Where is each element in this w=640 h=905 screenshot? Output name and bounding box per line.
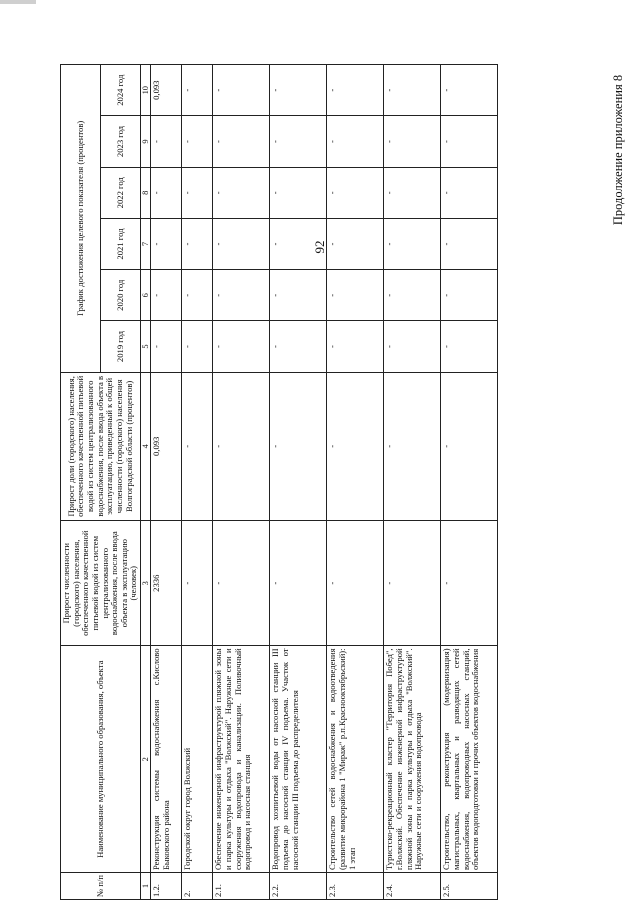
header-year: 2021 год bbox=[101, 218, 141, 269]
row-year-value: - bbox=[441, 270, 498, 321]
row-year-value: - bbox=[182, 270, 213, 321]
row-object-name: Строительство сетей водоснабжения и водоотведения (развитие микрорайона 1 "Мираж" р.п.Краснооктябрьский): 1 этап bbox=[327, 646, 384, 873]
row-year-value: - bbox=[441, 167, 498, 218]
header-year: 2023 год bbox=[101, 116, 141, 167]
row-year-value: - bbox=[384, 167, 441, 218]
row-year-value: - bbox=[327, 270, 384, 321]
row-year-value: - bbox=[441, 116, 498, 167]
column-index: 3 bbox=[141, 521, 151, 646]
header-schedule: График достижения целевого показателя (процентов) bbox=[61, 65, 101, 373]
row-year-value: - bbox=[384, 218, 441, 269]
column-index: 9 bbox=[141, 116, 151, 167]
row-number: 2.5. bbox=[441, 873, 498, 900]
row-year-value: - bbox=[213, 65, 270, 116]
row-share-growth: - bbox=[213, 372, 270, 520]
column-index: 1 bbox=[141, 873, 151, 900]
column-index: 6 bbox=[141, 270, 151, 321]
row-year-value: - bbox=[327, 218, 384, 269]
row-year-value: - bbox=[270, 65, 327, 116]
row-number: 2.4. bbox=[384, 873, 441, 900]
header-year: 2020 год bbox=[101, 270, 141, 321]
row-share-growth: - bbox=[270, 372, 327, 520]
row-number: 2. bbox=[182, 873, 213, 900]
rotated-table-container bbox=[60, 64, 628, 900]
row-year-value: - bbox=[213, 218, 270, 269]
row-year-value: - bbox=[182, 321, 213, 372]
row-number: 2.2. bbox=[270, 873, 327, 900]
target-indicator-table bbox=[60, 64, 498, 900]
row-year-value: - bbox=[384, 270, 441, 321]
row-number: 2.1. bbox=[213, 873, 270, 900]
table-row bbox=[213, 65, 270, 900]
row-object-name: Городской округ город Волжский bbox=[182, 646, 213, 873]
row-object-name: Строительство, реконструкция (модернизация) магистральных, квартальных и разводящих сетей водоснабжения, водопроводных насосных станций, объектов водоподготовки и прочих объектов водоснабжения bbox=[441, 646, 498, 873]
column-index: 8 bbox=[141, 167, 151, 218]
row-year-value: - bbox=[182, 65, 213, 116]
row-year-value: - bbox=[151, 218, 182, 269]
top-edge-mark bbox=[0, 0, 36, 4]
row-year-value: - bbox=[327, 116, 384, 167]
row-year-value: - bbox=[441, 218, 498, 269]
row-year-value: - bbox=[270, 270, 327, 321]
table-row bbox=[270, 65, 327, 900]
row-year-value: - bbox=[441, 321, 498, 372]
header-year: 2024 год bbox=[101, 65, 141, 116]
row-share-growth: - bbox=[327, 372, 384, 520]
header-population-growth: Прирост численности (городского) населения, обеспеченного качественной питьевой водой из систем централизованного водоснабжения, после ввода объекта в эксплуатацию (человек) bbox=[61, 521, 141, 646]
row-share-growth: 0,093 bbox=[151, 372, 182, 520]
row-population-growth: - bbox=[327, 521, 384, 646]
row-population-growth: - bbox=[270, 521, 327, 646]
table-row bbox=[384, 65, 441, 900]
header-no: № п/п bbox=[61, 873, 141, 900]
row-year-value: - bbox=[151, 116, 182, 167]
header-year: 2019 год bbox=[101, 321, 141, 372]
row-year-value: - bbox=[213, 167, 270, 218]
row-number: 1.2. bbox=[151, 873, 182, 900]
row-year-value: - bbox=[151, 270, 182, 321]
row-year-value: - bbox=[384, 116, 441, 167]
row-year-value: - bbox=[182, 116, 213, 167]
row-object-name: Водопровод хозпитьевой воды от насосной станции III подъема до насосной станции IV подъема. Участок от насосной станции III подъема до распределителя bbox=[270, 646, 327, 873]
row-share-growth: - bbox=[441, 372, 498, 520]
row-year-value: 0,093 bbox=[151, 65, 182, 116]
row-year-value: - bbox=[384, 65, 441, 116]
row-object-name: Обеспечение инженерной инфраструктурой пляжной зоны и парка культуры и отдыха "Волжский". Наружные сети и сооружения водопровода и канализации. Поливочный водопровод и насосная станция bbox=[213, 646, 270, 873]
row-year-value: - bbox=[270, 218, 327, 269]
header-name: Наименование муниципального образования, объекта bbox=[61, 646, 141, 873]
row-year-value: - bbox=[327, 321, 384, 372]
row-object-name: Туристско-рекреационный кластер "Территория Побед", г.Волжский. Обеспечение инженерной инфраструктурой пляжной зоны и парка культуры и отдыха "Волжский". Наружные сети и сооружения водопровода bbox=[384, 646, 441, 873]
row-year-value: - bbox=[182, 167, 213, 218]
column-index: 5 bbox=[141, 321, 151, 372]
page-number: 92 bbox=[312, 240, 327, 254]
row-population-growth: - bbox=[441, 521, 498, 646]
header-share-growth: Прирост доли (городского) населения, обеспеченного качественной питьевой водой из систем централизованного водоснабжения, после ввода объекта в эксплуатацию, приведенный к общей численности (городского) населения Волгоградской области (процентов) bbox=[61, 372, 141, 520]
table-row bbox=[182, 65, 213, 900]
row-year-value: - bbox=[213, 270, 270, 321]
row-share-growth: - bbox=[182, 372, 213, 520]
column-index: 4 bbox=[141, 372, 151, 520]
table-row bbox=[441, 65, 498, 900]
row-population-growth: - bbox=[182, 521, 213, 646]
table-row bbox=[327, 65, 384, 900]
row-year-value: - bbox=[327, 65, 384, 116]
row-year-value: - bbox=[151, 321, 182, 372]
row-year-value: - bbox=[213, 321, 270, 372]
row-population-growth: - bbox=[213, 521, 270, 646]
row-year-value: - bbox=[270, 167, 327, 218]
row-year-value: - bbox=[270, 116, 327, 167]
row-year-value: - bbox=[327, 167, 384, 218]
row-population-growth: - bbox=[384, 521, 441, 646]
column-index: 7 bbox=[141, 218, 151, 269]
column-index: 10 bbox=[141, 65, 151, 116]
column-index-row bbox=[141, 65, 151, 900]
row-year-value: - bbox=[384, 321, 441, 372]
running-head: Продолжение приложения 8 bbox=[611, 74, 625, 226]
row-year-value: - bbox=[213, 116, 270, 167]
table-row bbox=[151, 65, 182, 900]
row-year-value: - bbox=[151, 167, 182, 218]
header-row bbox=[61, 65, 101, 900]
row-object-name: Реконструкция системы водоснабжения с.Кислово Быковского района bbox=[151, 646, 182, 873]
row-share-growth: - bbox=[384, 372, 441, 520]
header-year: 2022 год bbox=[101, 167, 141, 218]
row-year-value: - bbox=[182, 218, 213, 269]
row-year-value: - bbox=[270, 321, 327, 372]
row-number: 2.3. bbox=[327, 873, 384, 900]
row-population-growth: 2336 bbox=[151, 521, 182, 646]
column-index: 2 bbox=[141, 646, 151, 873]
row-year-value: - bbox=[441, 65, 498, 116]
